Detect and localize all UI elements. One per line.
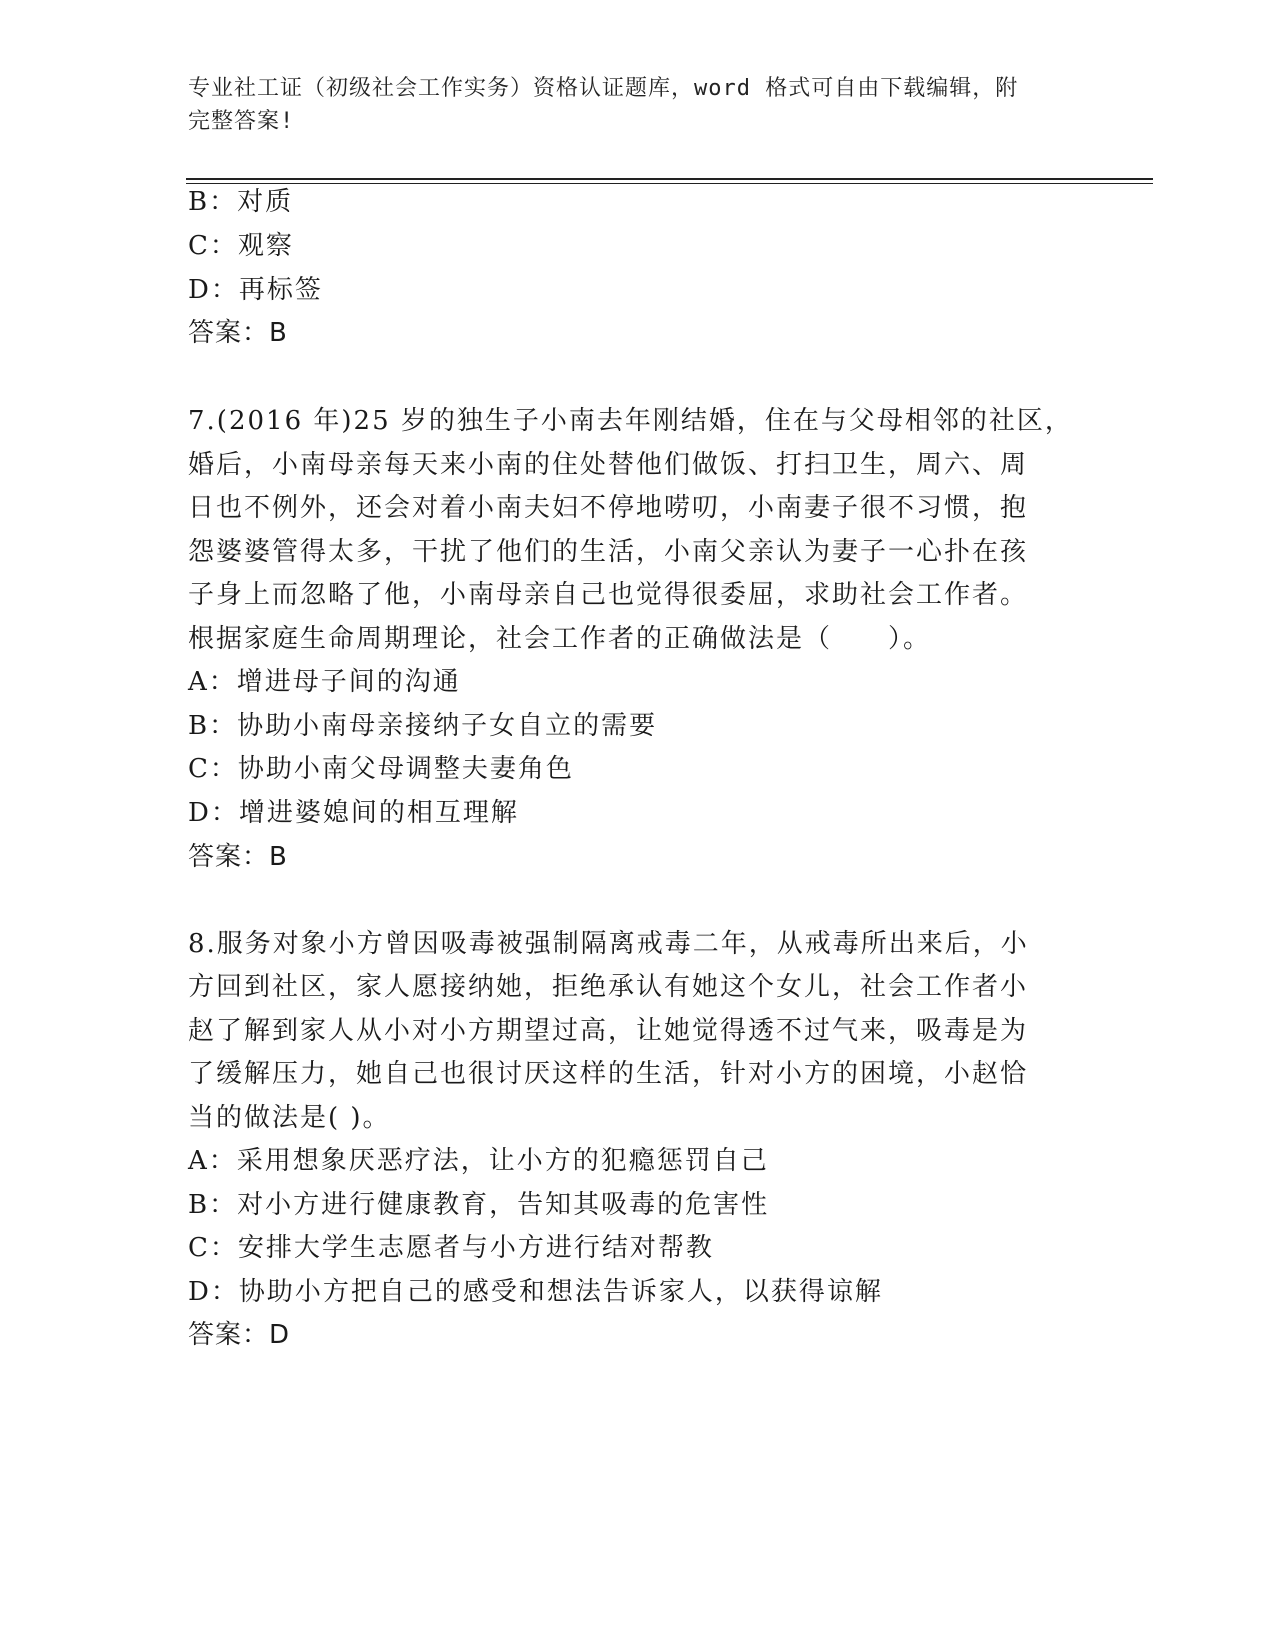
q7-option-d: D：增进婆媳间的相互理解 [188,798,519,828]
q7-stem-line-4: 怨婆婆管得太多，干扰了他们的生活，小南父亲认为妻子一心扑在孩 [188,537,1029,567]
q8-option-d: D：协助小方把自己的感受和想法告诉家人，以获得谅解 [188,1277,883,1307]
prev-option-d: D：再标签 [188,275,323,305]
q7-stem-line-5: 子身上而忽略了他，小南母亲自己也觉得很委屈，求助社会工作者。 [188,580,1029,610]
q7-stem-line-3: 日也不例外，还会对着小南夫妇不停地唠叨，小南妻子很不习惯，抱 [188,493,1029,523]
prev-option-c: C：观察 [188,231,294,261]
q8-option-b: B：对小方进行健康教育，告知其吸毒的危害性 [188,1190,770,1220]
q7-option-b: B：协助小南母亲接纳子女自立的需要 [188,711,658,741]
q8-stem-line-3: 赵了解到家人从小对小方期望过高，让她觉得透不过气来，吸毒是为 [188,1016,1029,1046]
prev-option-b: B：对质 [188,187,294,217]
header-title-line-2: 完整答案! [188,109,295,134]
q7-stem-line-1: 7.(2016 年)25 岁的独生子小南去年刚结婚，住在与父母相邻的社区， [188,406,1073,436]
document-header [188,72,1068,138]
prev-answer: 答案：B [188,318,288,348]
header-rule-thin [186,183,1153,184]
q8-option-c: C：安排大学生志愿者与小方进行结对帮教 [188,1233,714,1263]
q7-stem-line-6: 根据家庭生命周期理论，社会工作者的正确做法是（ ）。 [188,624,932,654]
q8-answer: 答案：D [188,1320,291,1350]
q8-stem-line-4: 了缓解压力，她自己也很讨厌这样的生活，针对小方的困境，小赵恰 [188,1059,1029,1089]
q7-answer: 答案：B [188,842,288,872]
q8-stem-line-1: 8.服务对象小方曾因吸毒被强制隔离戒毒二年，从戒毒所出来后，小 [188,929,1029,959]
q7-stem-line-2: 婚后，小南母亲每天来小南的住处替他们做饭、打扫卫生，周六、周 [188,450,1029,480]
q8-stem-line-5: 当的做法是( )。 [188,1103,391,1133]
q8-option-a: A：采用想象厌恶疗法，让小方的犯瘾惩罚自己 [188,1146,769,1176]
q7-option-c: C：协助小南父母调整夫妻角色 [188,754,574,784]
header-rule-thick [186,178,1153,180]
q7-option-a: A：增进母子间的沟通 [188,667,461,697]
header-title-line-1: 专业社工证（初级社会工作实务）资格认证题库，word 格式可自由下载编辑，附 [188,76,1019,101]
q8-stem-line-2: 方回到社区，家人愿接纳她，拒绝承认有她这个女儿，社会工作者小 [188,972,1029,1002]
